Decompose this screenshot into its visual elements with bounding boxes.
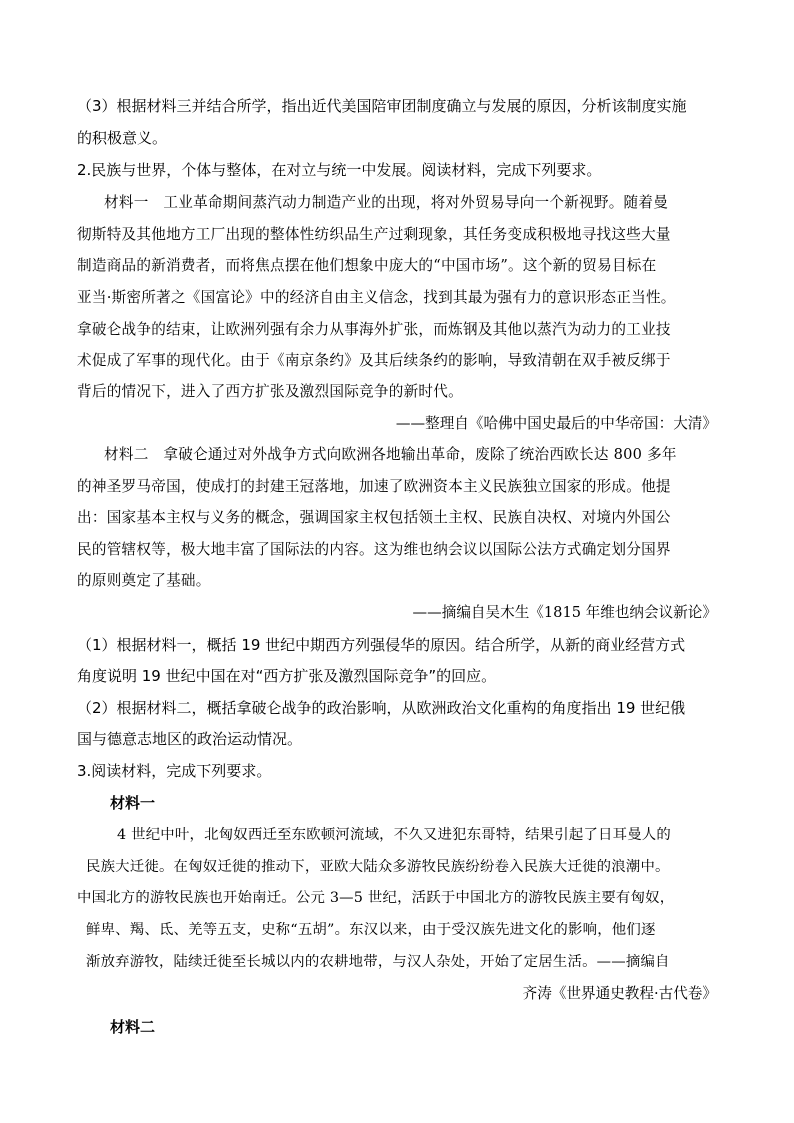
- material-2-line-2: 的神圣罗马帝国，使成打的封建王冠落地，加速了欧洲资本主义民族独立国家的形成。他提: [77, 478, 671, 495]
- material-2-line-3: 出：国家基本主权与义务的概念，强调国家主权包括领土主权、民族自决权、对境内外国公: [77, 509, 671, 526]
- material-1-line-1: 材料一 工业革命期间蒸汽动力制造产业的出现，将对外贸易导向一个新视野。随着曼: [104, 194, 669, 211]
- question-3-line-1: （3）根据材料三并结合所学，指出近代美国陪审团制度确立与发展的原因，分析该制度实施: [77, 97, 687, 115]
- material-1-source: ——整理自《哈佛中国史最后的中华帝国：大清》: [395, 415, 717, 432]
- item-3-material-1-line-3: 中国北方的游牧民族也开始南迁。公元 3—5 世纪，活跃于中国北方的游牧民族主要有匈奴，: [77, 890, 675, 906]
- item-3-material-1-line-5: 渐放弃游牧，陆续迁徙至长城以内的农耕地带，与汉人杂处，开始了定居生活。——摘编自: [86, 954, 670, 970]
- material-1-line-4: 亚当·斯密所著之《国富论》中的经济自由主义信念，找到其最为强有力的意识形态正当性。: [77, 289, 676, 306]
- question-2-line-2: 国与德意志地区的政治运动情况。: [77, 730, 303, 748]
- question-3-line-2: 的积极意义。: [77, 129, 168, 147]
- material-1-line-3: 制造商品的新消费者，而将焦点摆在他们想象中庞大的“中国市场”。这个新的贸易目标在: [77, 257, 657, 274]
- item-3-material-1-line-2: 民族大迁徙。在匈奴迁徙的推动下，亚欧大陆众多游牧民族纷纷卷入民族大迁徙的浪潮中。: [86, 859, 670, 875]
- question-1-line-1: （1）根据材料一，概括 19 世纪中期西方列强侵华的原因。结合所学，从新的商业经营方式: [77, 636, 686, 654]
- material-1-line-7: 背后的情况下，进入了西方扩张及激烈国际竞争的新时代。: [77, 383, 463, 400]
- item-3-material-1-line-4: 鲜卑、羯、氐、羌等五支，史称“五胡”。东汉以来，由于受汉族先进文化的影响，他们逐: [86, 922, 656, 938]
- material-1-line-6: 术促成了军事的现代化。由于《南京条约》及其后续条约的影响，导致清朝在双手被反绑于: [77, 352, 671, 369]
- material-2-line-4: 民的管辖权等，极大地丰富了国际法的内容。这为维也纳会议以国际公法方式确定划分国界: [77, 541, 671, 558]
- item-3-material-1-heading: 材料一: [110, 794, 156, 812]
- material-1-line-5: 拿破仑战争的结束，让欧洲列强有余力从事海外扩张，而炼钢及其他以蒸汽为动力的工业技: [77, 321, 671, 338]
- material-2-source: ——摘编自吴木生《1815 年维也纳会议新论》: [412, 604, 717, 621]
- material-2-line-1: 材料二 拿破仑通过对外战争方式向欧洲各地输出革命，废除了统治西欧长达 800 多年: [104, 446, 677, 463]
- item-3-material-1-source: 齐涛《世界通史教程·古代卷》: [522, 985, 717, 1002]
- material-2-line-5: 的原则奠定了基础。: [77, 572, 211, 589]
- question-1-line-2: 角度说明 19 世纪中国在对“西方扩张及激烈国际竞争”的回应。: [77, 667, 497, 685]
- item-3-material-1-line-1: 4 世纪中叶，北匈奴西迁至东欧顿河流域，不久又进犯东哥特，结果引起了日耳曼人的: [117, 827, 671, 843]
- item-3-material-2-heading: 材料二: [110, 1018, 156, 1036]
- question-2-line-1: （2）根据材料二，概括拿破仑战争的政治影响，从欧洲政治文化重构的角度指出 19 世纪俄: [77, 699, 686, 717]
- material-1-line-2: 彻斯特及其他地方工厂出现的整体性纺织品生产过剩现象，其任务变成积极地寻找这些大量: [77, 226, 671, 243]
- item-2-title: 2.民族与世界，个体与整体，在对立与统一中发展。阅读材料，完成下列要求。: [77, 161, 602, 179]
- item-3-title: 3.阅读材料，完成下列要求。: [77, 762, 272, 780]
